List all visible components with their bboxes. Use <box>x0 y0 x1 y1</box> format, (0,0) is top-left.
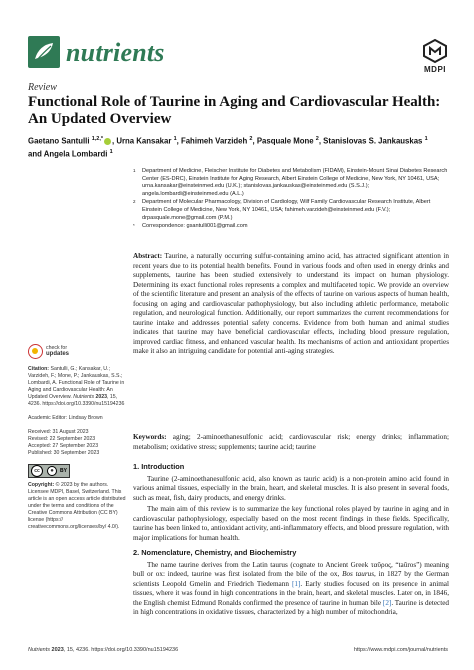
paragraph <box>133 475 449 504</box>
citation-doi[interactable]: , 15, 4236. https://doi.org/10.3390/nu15194236 <box>28 394 125 407</box>
affiliation-number: * <box>133 223 135 229</box>
section-heading-nomenclature: 2. Nomenclature, Chemistry, and Biochemistry <box>133 548 297 557</box>
affiliations <box>133 168 449 232</box>
article-sidebar <box>28 342 126 538</box>
paragraph-text: . Taurine is detected in high concentrations in oxidative tissues, characterized by a high number of mitochondria, <box>133 598 450 616</box>
creative-commons-icon: cc <box>31 465 43 477</box>
keywords-text: aging; 2-aminoethanesulfonic acid; cardiovascular risk; energy drinks; inflammation; metabolism; oxidative stress; supplements; taurine acid; taurine <box>133 433 449 451</box>
page-footer <box>28 647 448 653</box>
author-name[interactable]: , Fahimeh Varzideh <box>176 136 250 146</box>
author-name[interactable]: , Urna Kansakar <box>112 136 174 146</box>
footer-journal: Nutrients <box>28 647 51 653</box>
copyright-block <box>28 482 126 531</box>
copyright-label: Copyright: <box>28 482 55 488</box>
footer-doi[interactable]: , 15, 4236. https://doi.org/10.3390/nu15194236 <box>63 647 179 653</box>
revised-date: Revised: 22 September 2023 <box>28 436 96 442</box>
orcid-icon[interactable] <box>104 138 111 145</box>
author-list <box>28 134 448 159</box>
publisher-name: MDPI <box>424 65 446 74</box>
paragraph-text: The main aim of this review is to summarize the key functional roles played by taurine in aging and in cardiovascular pathophysiology, especially based on the most recent findings in these fields. Specifically, taurine has been linked to, antioxidant activity, anti-inflammatory effects, and blood pressure regulation, with major implications for human health. <box>133 505 449 542</box>
accepted-date: Accepted: 27 September 2023 <box>28 443 99 449</box>
check-updates-line1: check for <box>46 345 68 351</box>
cc-by-label: BY <box>60 467 67 474</box>
correspondence-item <box>133 223 449 231</box>
copyright-text: © 2023 by the authors. Licensee MDPI, Basel, Switzerland. This article is an open access article distributed under the terms and conditions of the Creative Commons Attribution (CC BY) license (https:// creativecommons.org/licenses/by/ 4.0/). <box>28 482 126 530</box>
footer-journal-url[interactable]: https://www.mdpi.com/journal/nutrients <box>353 647 448 653</box>
citation-text: Santulli, G.; Kansakar, U.; Varzideh, F.; Mone, P.; Jankauskas, S.S.; Lombardi, A. Functional Role of Taurine in Aging and Cardiovascular Health: An Updated Overview. <box>28 366 125 400</box>
mdpi-logo-icon <box>422 38 448 64</box>
check-updates-line2: updates <box>46 351 70 357</box>
section-heading-introduction: 1. Introduction <box>133 462 185 471</box>
keywords <box>133 433 449 452</box>
author-name[interactable]: and Angela Lombardi <box>28 149 110 159</box>
citation-year: 2023 <box>94 394 108 400</box>
check-updates-label <box>46 345 69 357</box>
abstract <box>133 252 449 357</box>
check-for-updates-button[interactable] <box>28 342 126 360</box>
reference-link[interactable]: [1] <box>292 579 301 588</box>
abstract-text: Taurine, a naturally occurring sulfur-containing amino acid, has attracted significant attention in recent years due to its potential health benefits. Found in various foods and often used in energy drinks and supplements, taurine has been studied extensively to understand its impact on human physiology. Determining its exact functional roles represents a complex and multifaceted topic. We provide an overview of the scientific literature and present an analysis of the effects of taurine on various aspects of human health, focusing on aging and cardiovascular pathophysiology, but also including athletic performance, metabolic regulation, and neurological function. Additionally, our report summarizes the current recommendations for taurine intake and addresses potential safety concerns. Evidence from both human and animal studies indicates that taurine may have beneficial cardiovascular effects, including blood pressure regulation, improved cardiac fitness, and enhanced vascular health. Its mechanisms of action and antioxidant properties make it also an intriguing candidate for potential anti-aging strategies. <box>133 252 449 355</box>
citation-journal: Nutrients <box>73 394 95 400</box>
article-title: Functional Role of Taurine in Aging and Cardiovascular Health: An Updated Overview <box>28 94 441 127</box>
editor-block <box>28 415 126 422</box>
affiliation-item <box>133 168 449 198</box>
received-date: Received: 31 August 2023 <box>28 429 89 435</box>
author-affiliation-mark: 1 <box>109 148 113 155</box>
citation-label: Citation: <box>28 366 50 372</box>
reference-link[interactable]: [2] <box>382 598 392 607</box>
dates-block <box>28 429 126 457</box>
author-affiliation-mark: 2 <box>315 136 319 142</box>
paragraph-text: Taurine (2-aminoethanesulfonic acid, also known as tauric acid) is a non-protein amino acid found in various animal tissues, especially in the brain, heart, and skeletal muscles. It is also present in several foods, such as meat, fish, dairy products, and energy drinks. <box>133 474 449 502</box>
journal-name: nutrients <box>66 38 165 67</box>
paragraph <box>133 561 449 618</box>
paragraph <box>133 505 449 543</box>
publisher-logo <box>422 38 448 74</box>
author-name[interactable]: , Stanislovas S. Jankauskas <box>318 136 425 146</box>
academic-editor: Academic Editor: Lindsay Brown <box>28 415 103 421</box>
journal-logo-icon <box>28 36 60 68</box>
author-name[interactable]: , Pasquale Mone <box>252 136 316 146</box>
paragraph-text: . Early studies focused on its presence in animal tissues, where it was found in high concentrations in the brain, heart, and skeletal muscles. Later on, in 1846, the English chemist Edmund Ronalds confirmed the presence of taurine in human bile <box>133 579 449 607</box>
affiliation-item <box>133 199 449 222</box>
author-affiliation-mark: 1 <box>424 136 428 142</box>
affiliation-text: Department of Medicine, Fleischer Institute for Diabetes and Metabolism (FIDAM), Einstein-Mount Sinai Diabetes Research Center (ES-DRC), Einstein Institute for Aging Research, Albert Einstein College of Medicine, New York, NY 10461, USA; urna.kansakar@einsteinmed.edu (U.K.); stanislovas.jankauskas@einsteinmed.edu (S.S.J.); angela.lombardi@einsteinmed.edu (A.L.) <box>142 168 448 197</box>
affiliation-text: Department of Molecular Pharmacology, Division of Cardiology, Wilf Family Cardiovascular Research Institute, Albert Einstein College of Medicine, New York, NY 10461, USA; fahimeh.varzideh@einsteinmed.edu (F.V.); drpasquale.mone@gmail.com (P.M.) <box>142 199 431 221</box>
correspondence-text[interactable]: Correspondence: gsantulli001@gmail.com <box>142 223 248 230</box>
keywords-label: Keywords: <box>133 433 167 441</box>
article-type: Review <box>28 82 57 93</box>
abstract-label: Abstract: <box>133 252 163 260</box>
attribution-person-icon: ● <box>47 466 57 476</box>
paragraph-text: , in 1827 by the German scientists Leopold Gmelin and Friedrich Tiedemann <box>133 570 449 588</box>
check-updates-icon <box>28 344 43 359</box>
species-name: Bos taurus <box>342 570 375 578</box>
journal-header <box>28 36 448 74</box>
author-affiliation-mark: 1,2,* <box>91 136 104 142</box>
footer-year: 2023 <box>50 647 64 653</box>
author-name[interactable]: Gaetano Santulli <box>28 136 92 146</box>
paragraph-text: The name taurine derives from the Latin taurus (cognate to Ancient Greek ταῦρος, “taûros”) meaning bull or ox: indeed, taurine was first isolated from the bile of the ox, <box>133 560 449 578</box>
affiliation-number: 2 <box>133 199 136 205</box>
citation-block <box>28 366 126 408</box>
cc-by-license-badge[interactable] <box>28 464 70 478</box>
article-body <box>133 460 449 620</box>
published-date: Published: 30 September 2023 <box>28 450 100 456</box>
footer-citation <box>28 647 178 653</box>
affiliation-number: 1 <box>133 168 136 173</box>
author-affiliation-mark: 2 <box>249 136 253 142</box>
author-affiliation-mark: 1 <box>173 136 177 142</box>
